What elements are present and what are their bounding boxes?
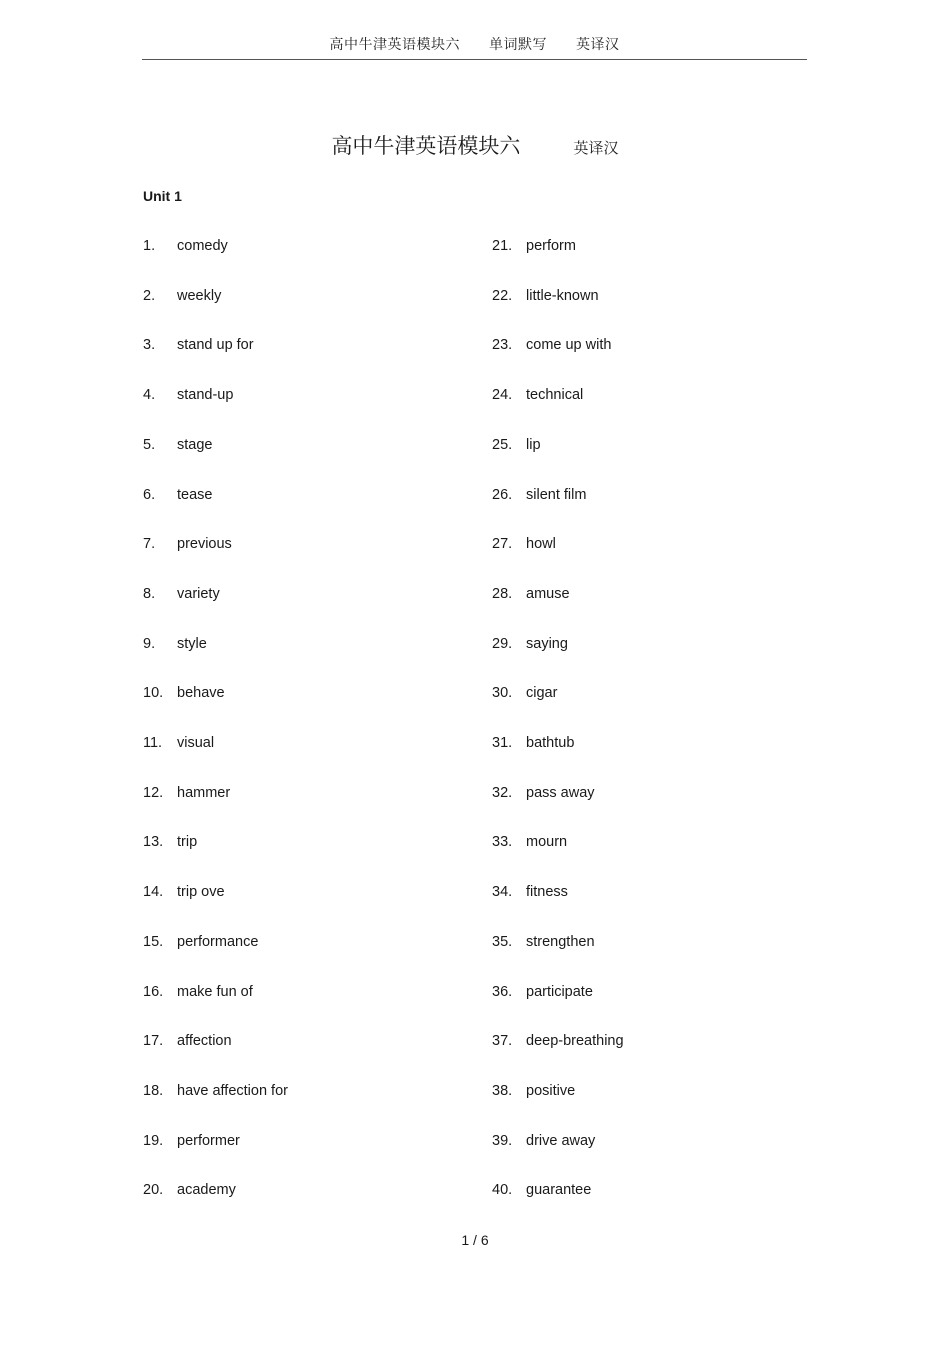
vocab-item-word: tease: [177, 486, 213, 503]
vocab-item-word: performer: [177, 1132, 240, 1149]
vocab-item-word: variety: [177, 585, 220, 602]
vocab-item-word: fitness: [526, 884, 568, 901]
vocab-item-number: 13.: [143, 834, 164, 851]
vocab-item: [492, 833, 567, 851]
header-rule: [142, 59, 807, 60]
vocab-item-word: technical: [526, 387, 584, 404]
vocab-item: [143, 635, 207, 653]
vocab-item-number: 6.: [143, 486, 156, 503]
vocab-item-word: mourn: [526, 834, 568, 851]
vocab-item: [143, 883, 225, 901]
vocab-item-word: amuse: [526, 585, 570, 602]
vocab-item-word: bathtub: [526, 735, 575, 751]
vocab-item: [492, 535, 556, 553]
vocab-item-number: 26.: [492, 486, 513, 503]
vocab-item-word: stage: [177, 436, 213, 453]
vocab-item-number: 19.: [143, 1132, 164, 1149]
vocab-item-word: deep-breathing: [526, 1033, 624, 1050]
vocab-item: [492, 1032, 624, 1050]
vocab-item: [143, 386, 233, 404]
vocab-item-number: 32.: [492, 784, 513, 801]
vocab-item-number: 17.: [143, 1033, 164, 1050]
vocab-item-number: 20.: [143, 1182, 164, 1199]
running-header: [142, 34, 807, 54]
vocab-item-word: visual: [177, 735, 215, 751]
vocab-item: [492, 436, 541, 454]
vocab-item: [492, 336, 611, 354]
vocab-item-number: 40.: [492, 1182, 513, 1199]
running-header-part2: 英译汉: [575, 37, 620, 53]
page-title-sub: 英译汉: [573, 139, 619, 157]
vocab-item-number: 15.: [143, 933, 164, 950]
vocab-item: [143, 1181, 236, 1199]
vocab-item: [143, 585, 220, 603]
vocab-item-word: stand-up: [177, 387, 234, 404]
vocab-item-number: 23.: [492, 337, 513, 354]
vocab-item: [492, 883, 568, 901]
vocab-item-word: performance: [177, 933, 259, 950]
running-header-title: 高中牛津英语模块六: [329, 37, 461, 53]
vocab-item-number: 5.: [143, 436, 156, 453]
vocab-item-word: hammer: [177, 784, 231, 801]
page-title: [0, 130, 950, 160]
vocab-item: [492, 1082, 575, 1100]
vocab-item: [492, 784, 595, 802]
vocab-item-word: make fun of: [177, 983, 253, 1000]
vocab-item-word: saying: [526, 635, 568, 652]
vocab-item: [492, 585, 570, 603]
vocab-item: [492, 635, 568, 653]
vocab-item-word: drive away: [526, 1132, 596, 1149]
vocab-item: [143, 535, 232, 553]
vocab-item-number: 29.: [492, 635, 513, 652]
vocab-item-word: trip: [177, 834, 198, 851]
vocab-item-word: strengthen: [526, 933, 595, 950]
vocab-item-word: come up with: [526, 337, 612, 354]
vocab-item-number: 12.: [143, 784, 164, 801]
vocab-item-number: 37.: [492, 1033, 513, 1050]
vocab-item-number: 3.: [143, 337, 156, 354]
vocab-item-word: academy: [177, 1182, 236, 1199]
vocab-item: [492, 734, 574, 752]
vocab-item-word: affection: [177, 1033, 232, 1050]
page-number: 1 / 6: [461, 1232, 489, 1248]
vocab-item-word: cigar: [526, 685, 558, 702]
vocab-item: [492, 386, 583, 404]
vocab-item: [143, 734, 214, 752]
vocab-item-word: guarantee: [526, 1182, 592, 1199]
vocab-item-word: pass away: [526, 784, 595, 801]
vocab-item: [143, 1132, 240, 1150]
vocab-item-word: perform: [526, 238, 576, 254]
vocab-item-number: 30.: [492, 685, 513, 702]
vocab-item: [492, 684, 557, 702]
vocab-item-word: silent film: [526, 486, 587, 503]
vocab-item-number: 25.: [492, 436, 513, 453]
vocab-item-number: 16.: [143, 983, 164, 1000]
vocab-item-number: 31.: [492, 735, 513, 751]
vocab-item: [143, 933, 258, 951]
vocab-item-number: 4.: [143, 387, 156, 404]
vocab-item-word: lip: [526, 436, 541, 453]
section-heading: Unit 1: [143, 188, 182, 204]
vocab-item-number: 9.: [143, 635, 156, 652]
vocab-item-number: 11.: [143, 735, 163, 751]
vocab-item-number: 27.: [492, 536, 513, 553]
vocab-item: [143, 1032, 232, 1050]
vocab-item-number: 33.: [492, 834, 513, 851]
vocab-item: [143, 237, 228, 255]
vocab-item: [492, 983, 593, 1001]
vocab-item-number: 38.: [492, 1082, 513, 1099]
vocab-item: [143, 336, 254, 354]
vocab-item: [492, 933, 595, 951]
vocab-item-word: trip ove: [177, 884, 225, 901]
vocab-item-number: 7.: [143, 536, 156, 553]
vocab-item-number: 21.: [492, 238, 513, 254]
vocab-item-number: 36.: [492, 983, 513, 1000]
vocab-item-word: participate: [526, 983, 593, 1000]
vocab-item: [143, 784, 230, 802]
vocab-item-word: positive: [526, 1082, 576, 1099]
vocab-item: [492, 1132, 595, 1150]
vocab-item-number: 18.: [143, 1082, 164, 1099]
vocab-item: [143, 833, 197, 851]
vocab-item-number: 2.: [143, 287, 156, 304]
vocab-item-number: 39.: [492, 1132, 513, 1149]
vocab-item-word: weekly: [177, 287, 222, 304]
vocab-item: [492, 1181, 591, 1199]
vocab-item: [492, 287, 599, 305]
vocab-item-number: 22.: [492, 287, 513, 304]
vocab-item-word: previous: [177, 536, 232, 553]
vocab-item-number: 24.: [492, 387, 513, 404]
vocab-item: [143, 684, 225, 702]
vocab-item-word: little-known: [526, 287, 599, 304]
vocab-item-number: 34.: [492, 884, 513, 901]
vocab-item-number: 35.: [492, 933, 513, 950]
vocab-item-number: 14.: [143, 884, 164, 901]
vocab-item-word: behave: [177, 685, 225, 702]
page-title-main: 高中牛津英语模块六: [331, 134, 521, 158]
vocab-item: [492, 237, 576, 255]
vocab-item: [143, 1082, 288, 1100]
vocab-item-number: 10.: [143, 685, 164, 702]
vocab-item-number: 8.: [143, 585, 156, 602]
vocab-item-word: stand up for: [177, 337, 254, 354]
vocab-item-word: howl: [526, 536, 556, 553]
vocab-item-number: 28.: [492, 585, 513, 602]
vocab-item: [143, 486, 212, 504]
vocab-item-word: style: [177, 635, 207, 652]
vocab-item: [143, 287, 221, 305]
vocab-item-word: comedy: [177, 238, 228, 254]
vocab-item: [143, 436, 212, 454]
vocab-item: [492, 486, 586, 504]
running-header-part1: 单词默写: [489, 37, 547, 53]
vocab-item-number: 1.: [143, 238, 156, 254]
vocab-item-word: have affection for: [177, 1082, 288, 1099]
vocab-item: [143, 983, 253, 1001]
